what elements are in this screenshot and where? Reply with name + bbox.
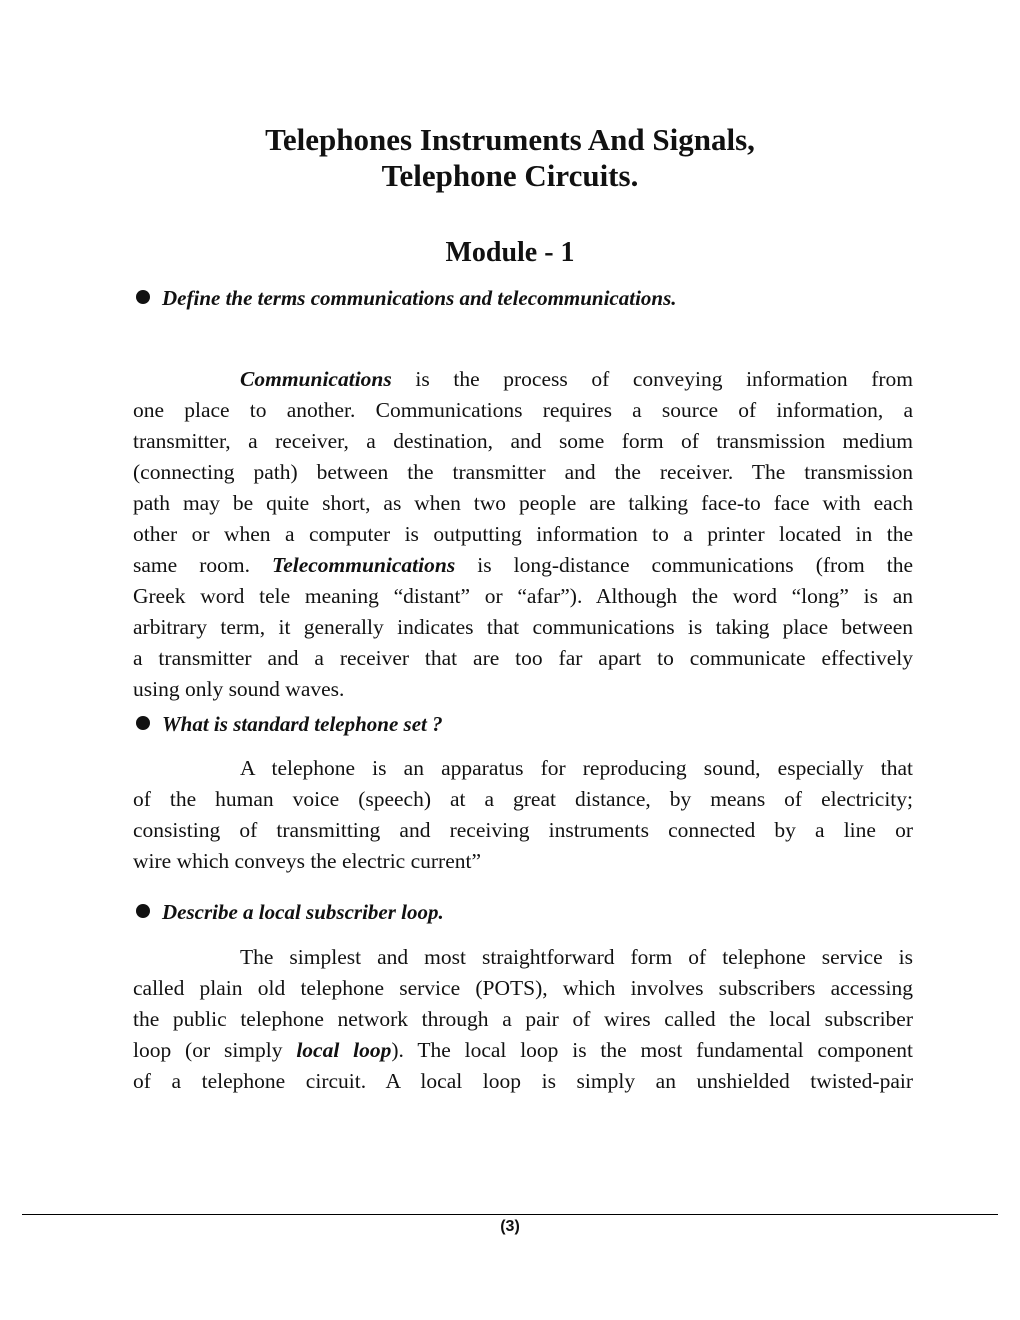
text-line: other or when a computer is outputting information to a printer located in the (133, 522, 913, 546)
section-heading-3 (136, 900, 444, 925)
heading-text: Define the terms communications and telecommunications. (162, 286, 677, 310)
text-line: loop (or simply local loop). The local loop is the most fundamental component (133, 1038, 913, 1062)
text-line: The simplest and most straightforward form of telephone service is (240, 945, 913, 969)
text-line: using only sound waves. (133, 677, 345, 701)
document-title-line-2: Telephone Circuits. (381, 158, 639, 193)
text-line: same room. Telecommunications is long-distance communications (from the (133, 553, 913, 577)
text-line: of the human voice (speech) at a great distance, by means of electricity; (133, 787, 913, 811)
text-line: consisting of transmitting and receiving instruments connected by a line or (133, 818, 913, 842)
module-heading: Module - 1 (445, 237, 575, 268)
text-line: one place to another. Communications requires a source of information, a (133, 398, 913, 422)
heading-text: What is standard telephone set ? (162, 712, 443, 736)
text-line: arbitrary term, it generally indicates that communications is taking place between (133, 615, 913, 639)
bullet-icon (136, 904, 150, 918)
bullet-icon (136, 290, 150, 304)
text-line: (connecting path) between the transmitter and the receiver. The transmission (133, 460, 913, 484)
section-heading-2 (136, 712, 443, 737)
text-line: A telephone is an apparatus for reproducing sound, especially that (240, 756, 913, 780)
heading-text: Describe a local subscriber loop. (162, 900, 444, 924)
text-line: Greek word tele meaning “distant” or “afar”). Although the word “long” is an (133, 584, 913, 608)
text-line: transmitter, a receiver, a destination, and some form of transmission medium (133, 429, 913, 453)
section-heading-1 (136, 286, 677, 311)
page-number: (3) (500, 1218, 520, 1235)
text-line: Communications is the process of conveying information from (240, 367, 913, 391)
footer-divider (22, 1214, 998, 1215)
text-line: a transmitter and a receiver that are too far apart to communicate effectively (133, 646, 913, 670)
bullet-icon (136, 716, 150, 730)
document-title-line-1: Telephones Instruments And Signals, (265, 122, 755, 157)
text-line: the public telephone network through a pair of wires called the local subscriber (133, 1007, 913, 1031)
text-line: called plain old telephone service (POTS), which involves subscribers accessing (133, 976, 913, 1000)
text-line: of a telephone circuit. A local loop is simply an unshielded twisted-pair (133, 1069, 913, 1093)
text-line: wire which conveys the electric current” (133, 849, 482, 873)
text-line: path may be quite short, as when two people are talking face-to face with each (133, 491, 913, 515)
